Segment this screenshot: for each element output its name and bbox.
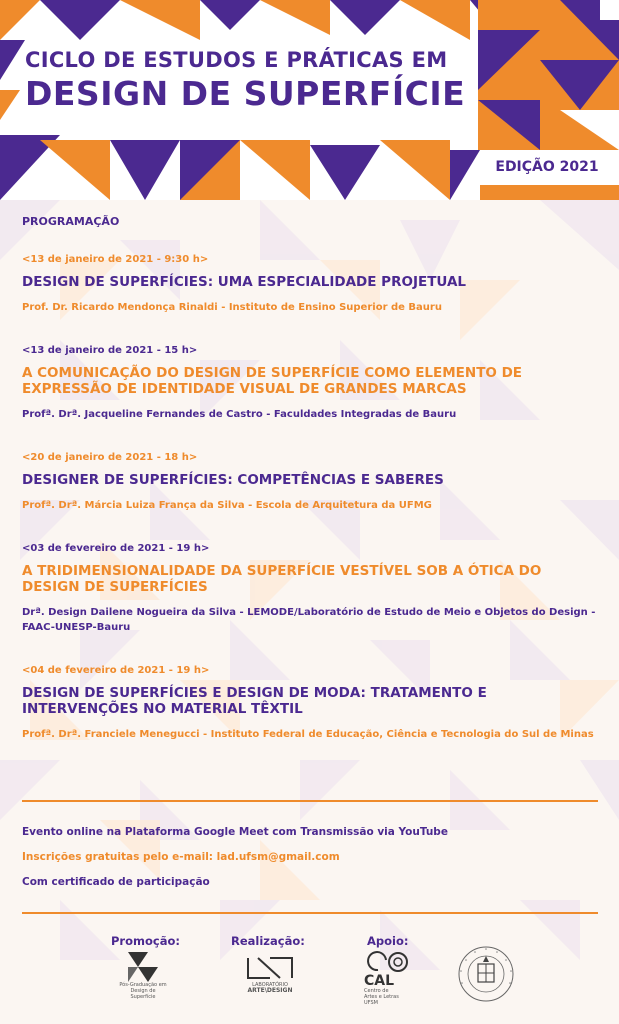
event-title: DESIGN DE SUPERFÍCIES E DESIGN DE MODA: TRATAMENTO E INTERVENÇÕES NO MATERIAL TÊXTIL [22,685,487,717]
divider-top [22,800,598,802]
lab-logo-text-1: LABORATÓRIO [252,982,288,988]
logo-cal [364,950,424,1006]
info-online: Evento online na Plataforma Google Meet com Transmissão via YouTube [22,826,448,838]
event-item [22,665,602,742]
event-date: <03 de fevereiro de 2021 - 19 h> [22,543,210,554]
event-date: <04 de fevereiro de 2021 - 19 h> [22,665,210,676]
event-date: <20 de janeiro de 2021 - 18 h> [22,452,198,463]
event-speaker: Profª. Drª. Márcia Luiza França da Silva - Escola de Arquitetura da UFMG [22,500,432,511]
event-speaker: Profª. Drª. Jacqueline Fernandes de Castro - Faculdades Integradas de Bauru [22,409,457,420]
cal-logo-text-2: Artes e Letras [364,994,399,1000]
event-speaker: Prof. Dr. Ricardo Mendonça Rinaldi - Instituto de Ensino Superior de Bauru [22,302,442,313]
info-registration: Inscrições gratuitas pelo e-mail: lad.ufsm@gmail.com [22,851,340,863]
cal-logo-big: CAL [364,973,395,989]
title-line-1: CICLO DE ESTUDOS E PRÁTICAS EM [25,48,448,72]
divider-bottom [22,912,598,914]
promocao-label: Promoção: [111,934,180,948]
event-speaker: Drª. Design Dailene Nogueira da Silva - LEMODE/Laboratório de Estudo de Meio e Objetos do Design - FAAC-UNESP-Bauru [22,607,596,633]
university-seal-icon [456,944,516,1004]
pos-logo-text-2: Design de Superfície [130,988,156,1000]
lab-logo-text-2: ARTE\DESIGN [247,987,293,994]
cal-logo-icon [364,950,414,974]
event-item [22,452,602,513]
event-title: A TRIDIMENSIONALIDADE DA SUPERFÍCIE VESTÍVEL SOB A ÓTICA DO DESIGN DE SUPERFÍCIES [22,563,542,595]
edition-badge: EDIÇÃO 2021 [482,152,612,182]
realizacao-label: Realização: [231,934,305,948]
apoio-label: Apoio: [367,934,409,948]
program-content [22,215,602,742]
pos-logo-text-1: Pós-Graduação em [119,982,167,988]
info-certificate: Com certificado de participação [22,876,210,888]
title-line-2: DESIGN DE SUPERFÍCIE [25,74,466,113]
event-title: DESIGNER DE SUPERFÍCIES: COMPETÊNCIAS E SABERES [22,472,444,488]
event-speaker: Profª. Drª. Franciele Menegucci - Instituto Federal de Educação, Ciência e Tecnologia do Sul de Minas [22,729,594,740]
lab-arte-design-logo-icon [244,954,296,982]
programacao-heading: PROGRAMAÇÃO [22,215,120,228]
logo-lab-arte-design [240,954,300,994]
event-date: <13 de janeiro de 2021 - 15 h> [22,345,198,356]
logo-pos-graduacao [118,952,168,1000]
event-date: <13 de janeiro de 2021 - 9:30 h> [22,254,209,265]
event-item [22,254,602,315]
event-item [22,345,602,422]
event-item [22,543,602,635]
pos-graduacao-logo-icon [123,952,163,982]
cal-logo-text-3: UFSM [364,1000,378,1006]
cal-logo-text-1: Centro de [364,988,389,994]
event-title: DESIGN DE SUPERFÍCIES: UMA ESPECIALIDADE PROJETUAL [22,274,467,290]
header-banner [0,0,619,200]
event-title: A COMUNICAÇÃO DO DESIGN DE SUPERFÍCIE COMO ELEMENTO DE EXPRESSÃO DE IDENTIDADE VISUAL DE GRANDES MARCAS [22,365,523,397]
title-block [25,48,465,113]
